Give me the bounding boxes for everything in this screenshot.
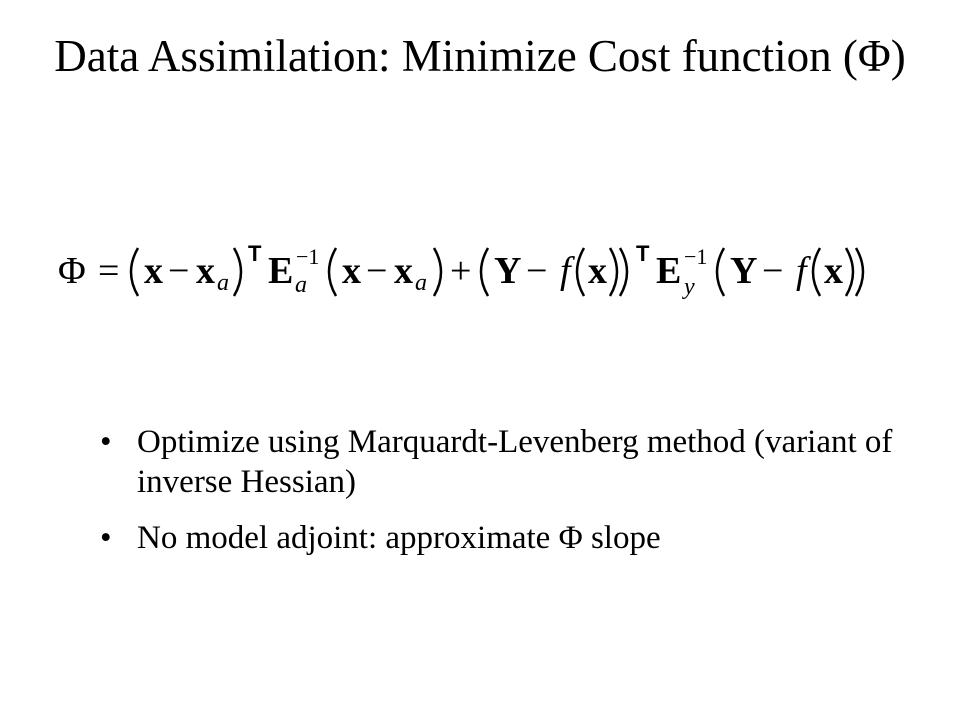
eq-Y-1: Y bbox=[494, 250, 522, 292]
eq-x-4: x bbox=[394, 250, 413, 292]
eq-x-3: x bbox=[342, 250, 361, 292]
eq-paren-close-3 bbox=[620, 248, 627, 296]
bullet-text: Optimize using Marquardt-Levenberg method (variant of inverse Hessian) bbox=[137, 424, 893, 500]
bullet-list bbox=[100, 422, 920, 574]
bullet-item-adjoint bbox=[100, 518, 920, 558]
eq-sub-a-3: a bbox=[415, 270, 427, 296]
eq-minus-1: − bbox=[168, 250, 190, 292]
eq-equals: = bbox=[98, 250, 120, 292]
eq-transpose-1: T bbox=[248, 241, 262, 266]
eq-inv-1: −1 bbox=[296, 244, 320, 269]
eq-minus-2: − bbox=[366, 250, 388, 292]
eq-paren-close-2 bbox=[434, 248, 441, 296]
eq-plus: + bbox=[450, 250, 472, 292]
eq-x-2: x bbox=[196, 250, 215, 292]
eq-f-1: f bbox=[560, 250, 571, 292]
eq-sub-a-1: a bbox=[217, 270, 229, 296]
eq-x-1: x bbox=[144, 250, 163, 292]
eq-x-6: x bbox=[824, 250, 843, 292]
eq-E-1: E bbox=[268, 250, 294, 292]
eq-transpose-2: T bbox=[636, 241, 650, 266]
eq-E-2: E bbox=[656, 250, 682, 292]
bullet-text: No model adjoint: approximate Φ slope bbox=[137, 520, 661, 556]
eq-Y-2: Y bbox=[730, 250, 758, 292]
eq-minus-4: − bbox=[762, 250, 784, 292]
eq-paren-open-3 bbox=[481, 248, 488, 296]
eq-phi: Φ bbox=[58, 250, 86, 292]
eq-sub-y: y bbox=[684, 274, 695, 300]
equation-svg bbox=[58, 228, 918, 308]
bullet-item-optimize bbox=[100, 422, 920, 502]
eq-inv-2: −1 bbox=[684, 244, 708, 269]
eq-paren-open-2 bbox=[329, 248, 336, 296]
eq-sub-a-2: a bbox=[295, 272, 307, 298]
eq-paren-close-5 bbox=[856, 248, 863, 296]
eq-paren-open-4 bbox=[577, 248, 584, 296]
eq-f-2: f bbox=[796, 250, 807, 292]
slide-title: Data Assimilation: Minimize Cost function (Φ) bbox=[54, 31, 906, 81]
eq-paren-open-6 bbox=[813, 248, 820, 296]
eq-paren-close-1 bbox=[234, 248, 241, 296]
eq-x-5: x bbox=[588, 250, 607, 292]
eq-paren-close-4 bbox=[610, 248, 617, 296]
eq-minus-3: − bbox=[526, 250, 548, 292]
cost-function-equation bbox=[58, 228, 918, 308]
bullet-dot-icon: • bbox=[100, 424, 112, 460]
eq-paren-open-1 bbox=[131, 248, 138, 296]
eq-paren-close-6 bbox=[846, 248, 853, 296]
bullet-dot-icon: • bbox=[100, 520, 112, 556]
eq-paren-open-5 bbox=[717, 248, 724, 296]
